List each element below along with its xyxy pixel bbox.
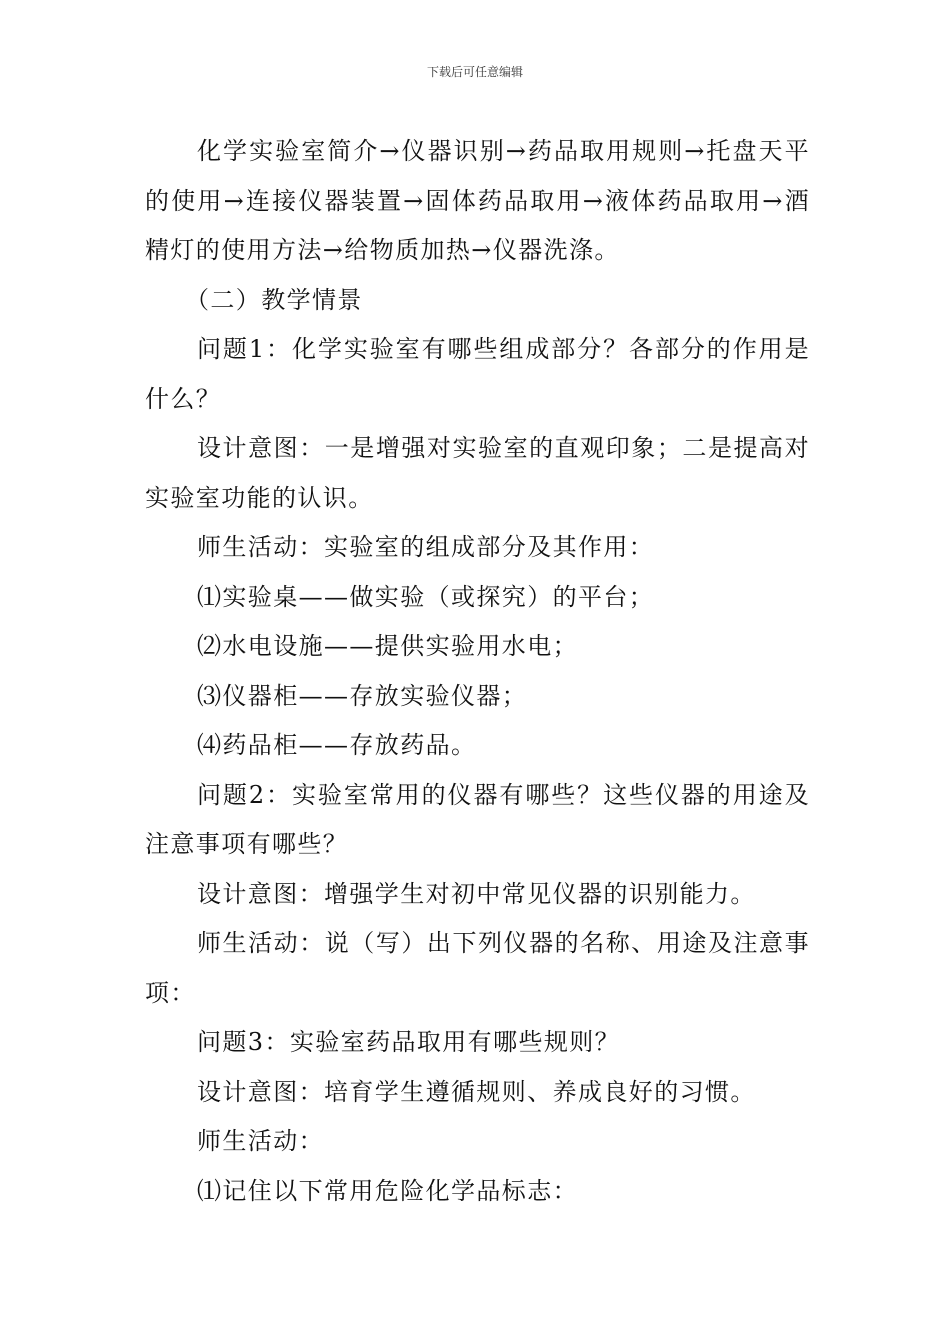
list-item-water-electric: ⑵水电设施——提供实验用水电； xyxy=(197,632,578,660)
paragraph-question-1: 问题1：化学实验室有哪些组成部分？各部分的作用是什么？ xyxy=(145,335,810,413)
paragraph-design-intent-3: 设计意图：培育学生遵循规则、养成良好的习惯。 xyxy=(197,1077,756,1106)
paragraph-activity-3: 师生活动： xyxy=(197,1127,324,1155)
paragraph-design-intent-2: 设计意图：增强学生对初中常见仪器的识别能力。 xyxy=(197,879,756,908)
list-item-instrument-cabinet: ⑶仪器柜——存放实验仪器； xyxy=(197,681,528,710)
list-item-hazard-symbols: ⑴记住以下常用危险化学品标志： xyxy=(197,1176,578,1205)
section-heading-teaching-scenario: （二）教学情景 xyxy=(185,285,363,314)
paragraph-activity-2: 师生活动：说（写）出下列仪器的名称、用途及注意事项： xyxy=(145,929,810,1007)
document-body xyxy=(145,127,810,1216)
paragraph-question-3: 问题3：实验室药品取用有哪些规则？ xyxy=(197,1028,621,1056)
list-item-lab-bench: ⑴实验桌——做实验（或探究）的平台； xyxy=(197,582,655,611)
paragraph-activity-1: 师生活动：实验室的组成部分及其作用： xyxy=(197,533,655,561)
paragraph-question-2: 问题2：实验室常用的仪器有哪些？这些仪器的用途及注意事项有哪些？ xyxy=(145,780,810,858)
page-header: 下载后可任意编辑 xyxy=(426,65,523,79)
paragraph-process-flow: 化学实验室简介→仪器识别→药品取用规则→托盘天平的使用→连接仪器装置→固体药品取用→液体药品取用→酒精灯的使用方法→给物质加热→仪器洗涤。 xyxy=(145,137,810,264)
list-item-chemical-cabinet: ⑷药品柜——存放药品。 xyxy=(197,731,477,759)
paragraph-design-intent-1: 设计意图：一是增强对实验室的直观印象；二是提高对实验室功能的认识。 xyxy=(145,434,810,512)
